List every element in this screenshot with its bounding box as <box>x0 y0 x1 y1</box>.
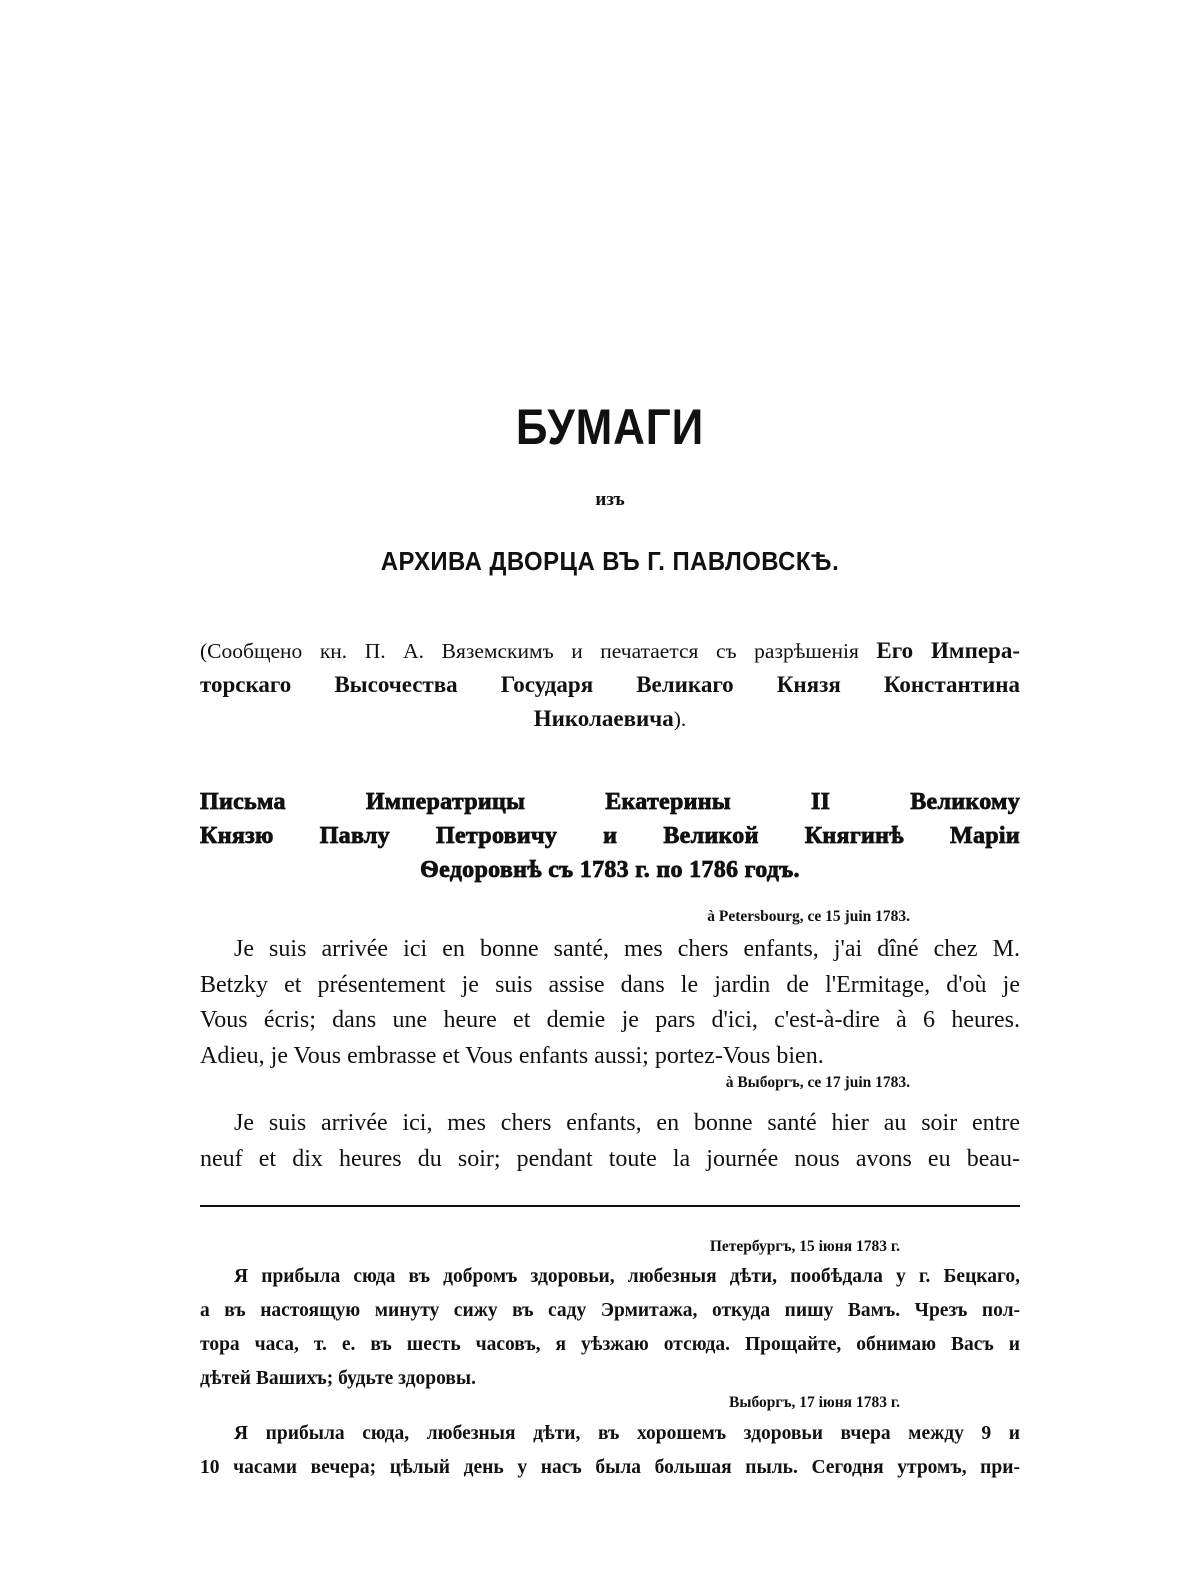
french-letter-2-line-2: neuf et dix heures du soir; pendant toute la journée nous avons eu beau- <box>200 1145 1020 1172</box>
french-letter-2-line-1: Je suis arrivée ici, mes chers enfants, en bonne santé hier au soir entre <box>234 1110 1020 1136</box>
source-note-end: ). <box>673 707 687 731</box>
section-heading-line-1: Письма Императрицы Екатерины II Великому <box>200 789 1020 815</box>
source-note-name: Николаевича <box>533 706 674 731</box>
russian-letter-2-line-2: 10 часами вечера; цѣлый день у насъ была большая пыль. Сегодня утромъ, при- <box>200 1457 1020 1478</box>
section-heading-line-3: Ѳедоровнѣ съ 1783 г. по 1786 годъ. <box>420 857 800 883</box>
page-title: БУМАГИ <box>515 399 705 455</box>
russian-letter-1-line-2: а въ настоящую минуту сижу въ саду Эрмитажа, откуда пишу Вамъ. Чрезъ пол- <box>200 1300 1020 1321</box>
source-note-bold: Его Импера- <box>876 638 1021 663</box>
french-letter-1-line-3: Vous écris; dans une heure et demie je pars d'ici, c'est-à-dire à 6 heures. <box>200 1007 1020 1033</box>
source-note-line-2: торскаго Высочества Государя Великаго Князя Константина <box>200 672 1020 697</box>
russian-letter-2-dateline: Выборгъ, 17 іюня 1783 г. <box>729 1394 900 1411</box>
russian-letter-2 <box>200 1417 1020 1485</box>
source-note-line-1 <box>200 634 1020 668</box>
russian-letter-1-line-4: дѣтей Вашихъ; будьте здоровы. <box>200 1368 477 1389</box>
russian-letter-2-line-1: Я прибыла сюда, любезныя дѣти, въ хорошемъ здоровьи вчера между 9 и <box>234 1423 1020 1444</box>
section-heading <box>200 785 1020 887</box>
french-letter-2-dateline: à Выборгъ, ce 17 juin 1783. <box>725 1074 910 1091</box>
footnote-divider <box>200 1205 1020 1207</box>
russian-letter-1-dateline: Петербургъ, 15 іюня 1783 г. <box>709 1238 900 1255</box>
page-subtitle: АРХИВА ДВОРЦА ВЪ Г. ПАВЛОВСКѢ. <box>380 546 840 576</box>
french-letter-1-line-1: Je suis arrivée ici en bonne santé, mes chers enfants, j'ai dîné chez M. <box>234 936 1020 962</box>
source-note <box>200 634 1020 736</box>
source-note-line-3 <box>200 702 1020 736</box>
russian-letter-1 <box>200 1260 1020 1396</box>
source-note-plain: (Сообщено кн. П. А. Вяземскимъ и печатается съ разрѣшенія <box>200 639 859 663</box>
french-letter-1-line-4: Adieu, je Vous embrasse et Vous enfants aussi; portez-Vous bien. <box>200 1042 824 1069</box>
document-page <box>200 0 1020 1588</box>
french-letter-1-dateline: à Petersbourg, ce 15 juin 1783. <box>707 908 910 925</box>
french-letter-2 <box>200 1106 1020 1177</box>
russian-letter-1-line-1: Я прибыла сюда въ добромъ здоровьи, любезныя дѣти, пообѣдала у г. Бецкаго, <box>234 1266 1020 1287</box>
section-heading-line-2: Князю Павлу Петровичу и Великой Княгинѣ Маріи <box>200 823 1020 849</box>
russian-letter-1-line-3: тора часа, т. е. въ шесть часовъ, я уѣзжаю отсюда. Прощайте, обнимаю Васъ и <box>200 1334 1020 1355</box>
french-letter-1 <box>200 932 1020 1074</box>
title-preposition: изъ <box>595 489 625 510</box>
french-letter-1-line-2: Betzky et présentement je suis assise dans le jardin de l'Ermitage, d'où je <box>200 971 1020 998</box>
